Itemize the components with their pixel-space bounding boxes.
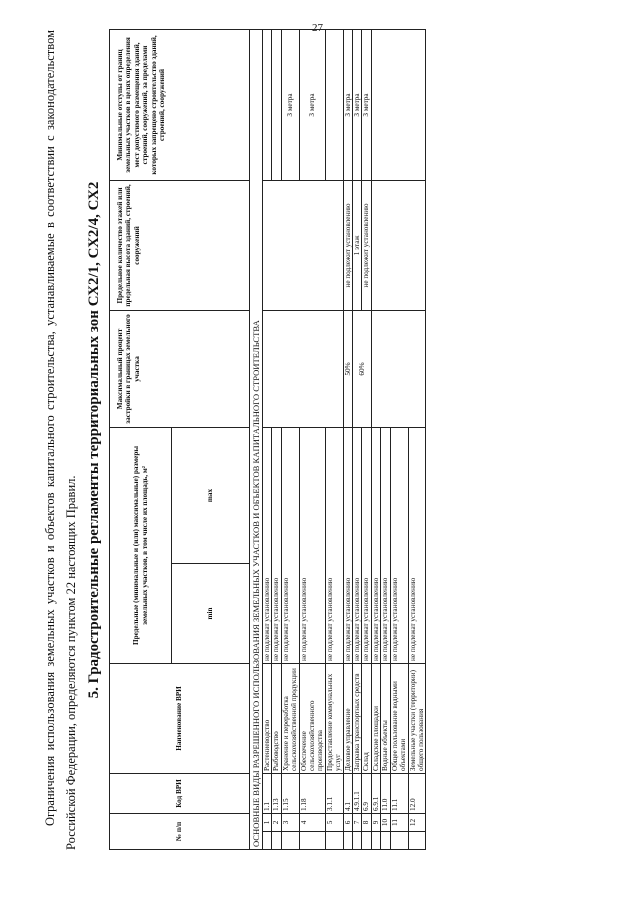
table-row: 8 6.9 Склад не подлежат установлению не подлежит установлению 3 метра [362,29,371,849]
table-row: 9 6.9.1 Складские площадки не подлежат установлению [371,29,380,849]
page-number: 27 [312,22,323,34]
header-size-group: Предельные (минимальные и (или) максимальные) размеры земельных участков, в том числе их площадь, м² [110,427,172,663]
header-coverage: Максимальный процент застройки в границах земельного участка [110,310,250,427]
table-row: 2 1.13 Рыбоводство не подлежат установлению [272,29,281,849]
header-setback: Минимальные отступы от границ земельных участков в целях определения мест допустимого размещения зданий, строений, сооружений, за пределами которых запрещено строительство зданий, строений, сооружений [110,29,250,180]
table-row: 5 3.1.1 Предоставление коммунальных услуг не подлежат установлению [325,29,343,849]
table-section-band: ОСНОВНЫЕ ВИДЫ РАЗРЕШЕННОГО ИСПОЛЬЗОВАНИЯ ЗЕМЕЛЬНЫХ УЧАСТКОВ И ОБЪЕКТОВ КАПИТАЛЬНОГО СТРОИТЕЛЬСТВА [250,29,263,849]
header-min: min [172,564,250,664]
table-row: 10 11.0 Водные объекты не подлежат установлению [381,29,390,849]
header-code: Код ВРИ [110,774,250,814]
table-row: 1 1.1 Растениеводство не подлежат установлению [263,29,272,849]
intro-paragraph: Ограничения использования земельных участков и объектов капитального строительства, устанавливаемые в соответствии с законодательством Российской Федерации, определяются пунктом 22 настоящих Правил. [43,30,78,850]
header-name: Наименование ВРИ [110,664,250,774]
table-row: 11 11.1 Общее пользование водными объектами не подлежат установлению [390,29,408,849]
header-num: № п/п [110,814,250,850]
regulations-table [109,29,426,850]
table-row: 7 4.9.1.1 Заправка транспортных средств не подлежат установлению 60% 1 этаж 3 метра [353,29,362,849]
table-row: 3 1.15 Хранение и переработка сельскохозяйственной продукции не подлежат установлению 3 метра [281,29,299,849]
table-row: 6 4.1 Деловое управление не подлежат установлению 50% не подлежит установлению 3 метра [343,29,352,849]
header-max: max [172,427,250,563]
table-row: 4 1.18 Обеспечение сельскохозяйственного производства не подлежат установлению 3 метра [299,29,325,849]
section-title: 5. Градостроительные регламенты территориальных зон СХ2/1, СХ2/4, СХ2 [86,181,102,699]
header-floors: Предельное количество этажей или предельная высота зданий, строений, сооружений [110,180,250,310]
rotated-page-content [40,30,600,850]
table-row: 12 12.0 Земельные участки (территории) общего пользования не подлежат установлению [408,29,426,849]
